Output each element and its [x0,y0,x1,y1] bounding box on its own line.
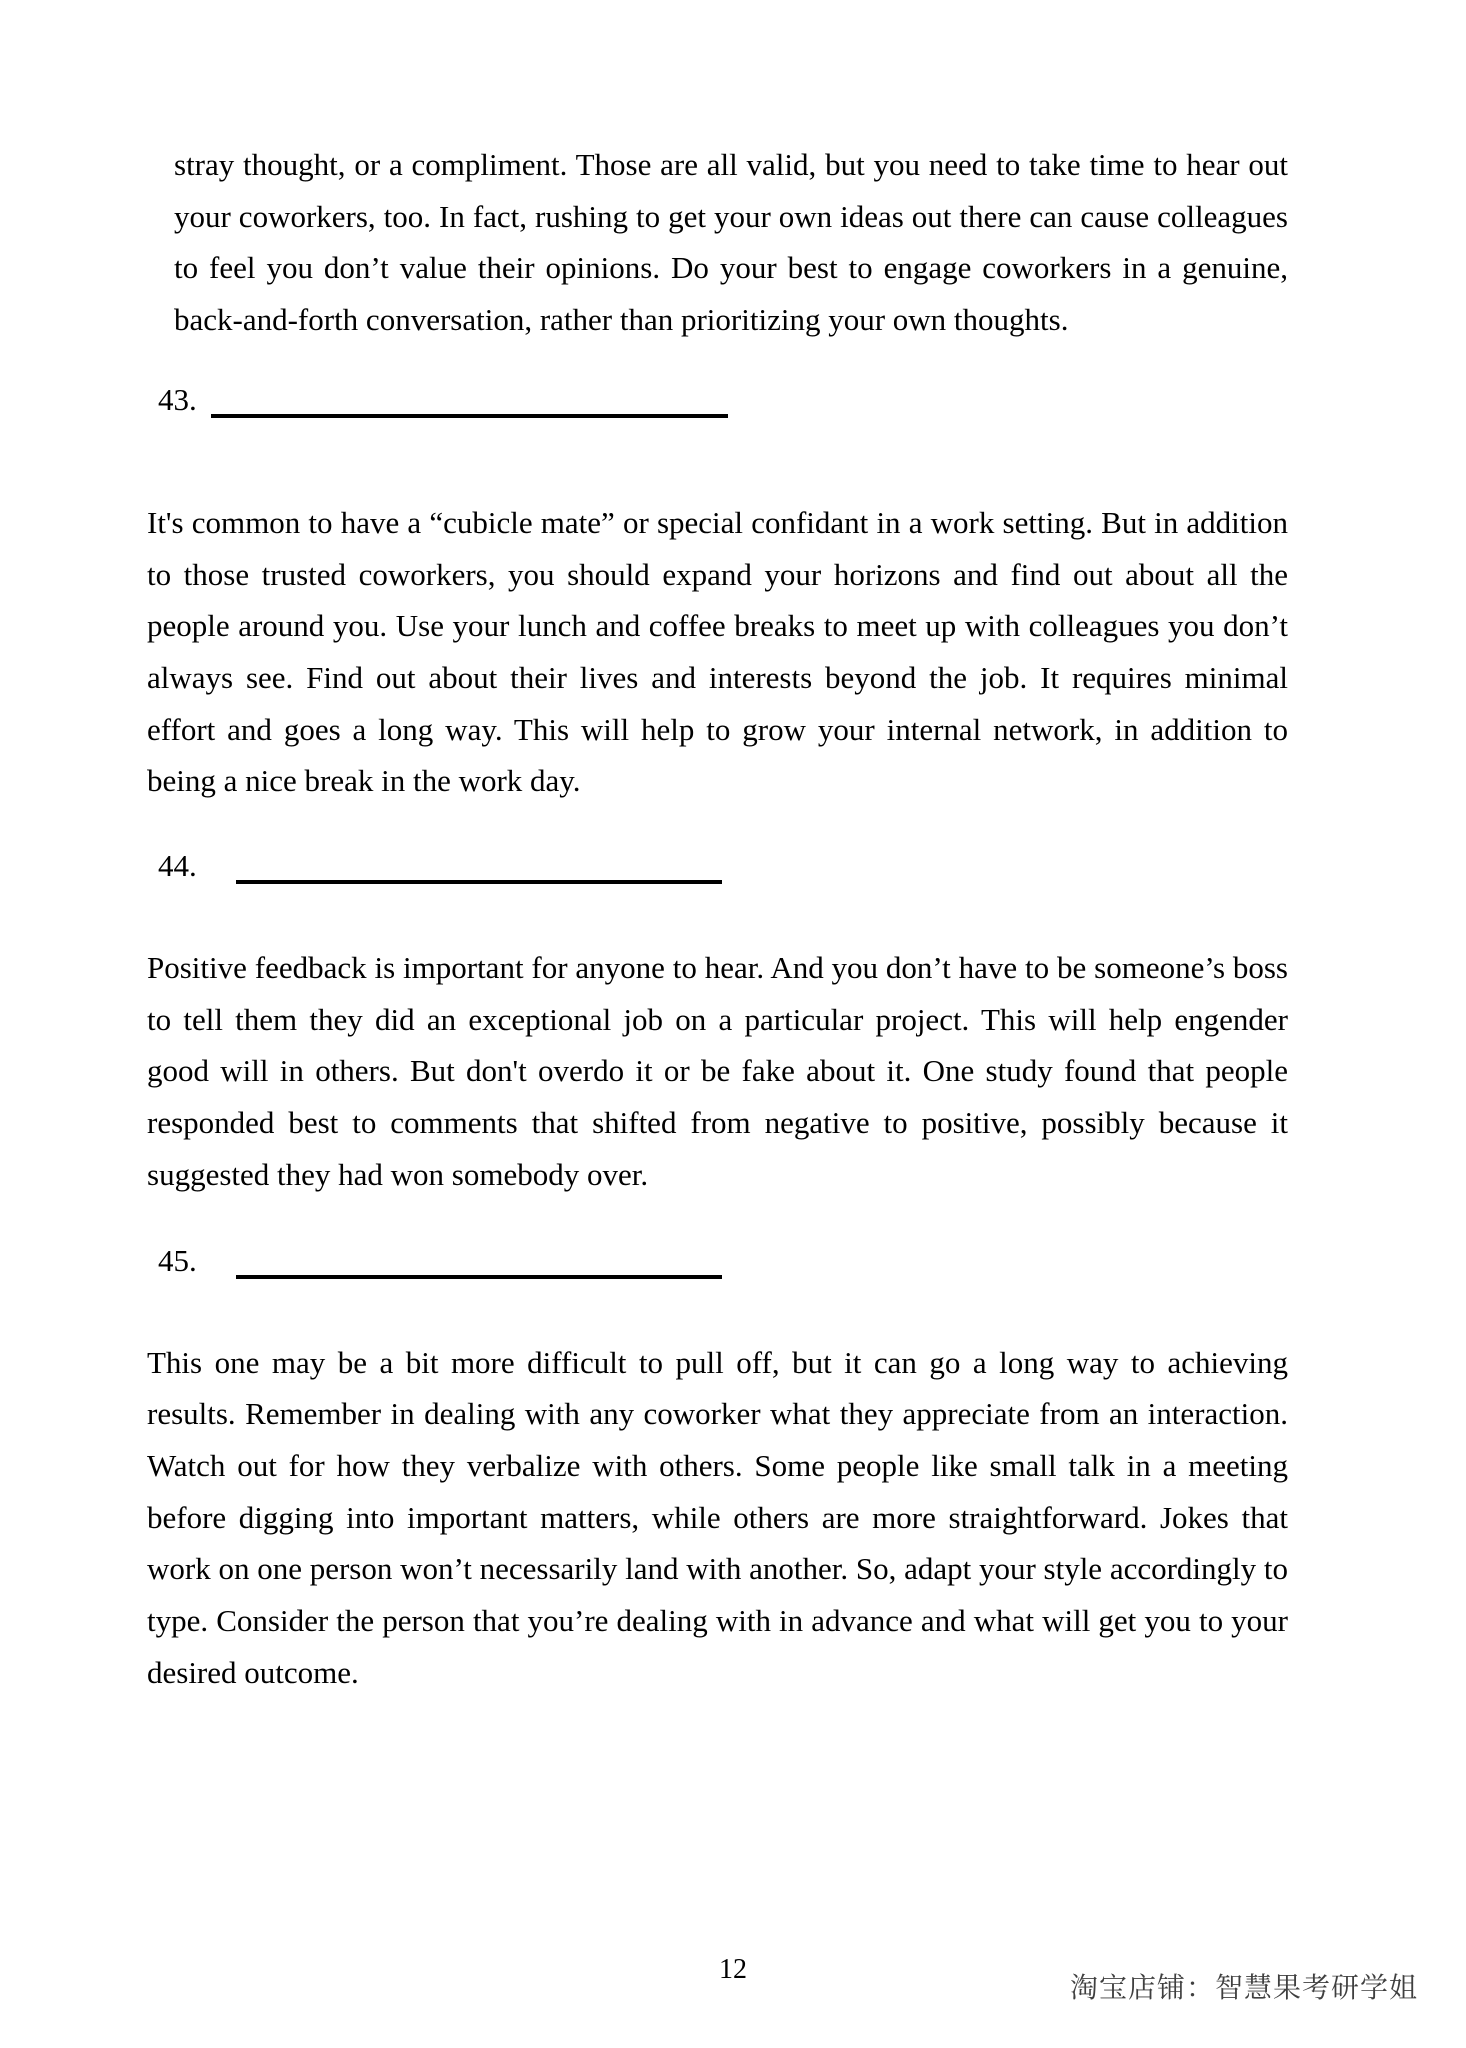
blank-number-43: 43. [158,381,197,417]
page-content [147,139,1288,1698]
answer-blank-44 [147,840,1288,892]
blank-underline-45 [236,1275,722,1279]
blank-underline-44 [236,880,722,884]
page-number: 12 [719,1954,747,1985]
blank-number-45: 45. [158,1242,197,1278]
paragraph-adapt-style: This one may be a bit more difficult to pull off, but it can go a long way to achieving results. Remember in dealing with any coworker what they appreciate from an interaction. Watch out for how they verbalize with others. Some people like small talk in a meeting before digging into important matters, while others are more straightforward. Jokes that work on one person won’t necessarily land with another. So, adapt your style accordingly to type. Consider the person that you’re dealing with in advance and what will get you to your desired outcome. [147,1344,1289,1690]
blank-number-44: 44. [158,848,197,884]
answer-blank-45 [147,1235,1288,1287]
paragraph-positive-feedback: Positive feedback is important for anyone to hear. And you don’t have to be someone’s boss to tell them they did an exceptional job on a particular project. This will help engender good will in others. But don't overdo it or be fake about it. One study found that people responded best to comments that shifted from negative to positive, possibly because it suggested they had won somebody over. [147,950,1288,1192]
answer-blank-43 [147,374,1288,426]
blank-underline-43 [211,414,728,418]
paragraph-cubicle-mate: It's common to have a “cubicle mate” or special confidant in a work setting. But in addition to those trusted coworkers, you should expand your horizons and find out about all the people around you. Use your lunch and coffee breaks to meet up with colleagues you don’t always see. Find out about their lives and interests beyond the job. It requires minimal effort and goes a long way. This will help to grow your internal network, in addition to being a nice break in the work day. [147,504,1288,799]
paragraph-listening-tip: stray thought, or a compliment. Those are all valid, but you need to take time to hear out your coworkers, too. In fact, rushing to get your own ideas out there can cause colleagues to feel you don’t value their opinions. Do your best to engage coworkers in a genuine, back-and-forth conversation, rather than prioritizing your own thoughts. [174,147,1288,338]
taobao-shop-watermark: 淘宝店铺：智慧果考研学姐 [1069,1973,1418,2004]
